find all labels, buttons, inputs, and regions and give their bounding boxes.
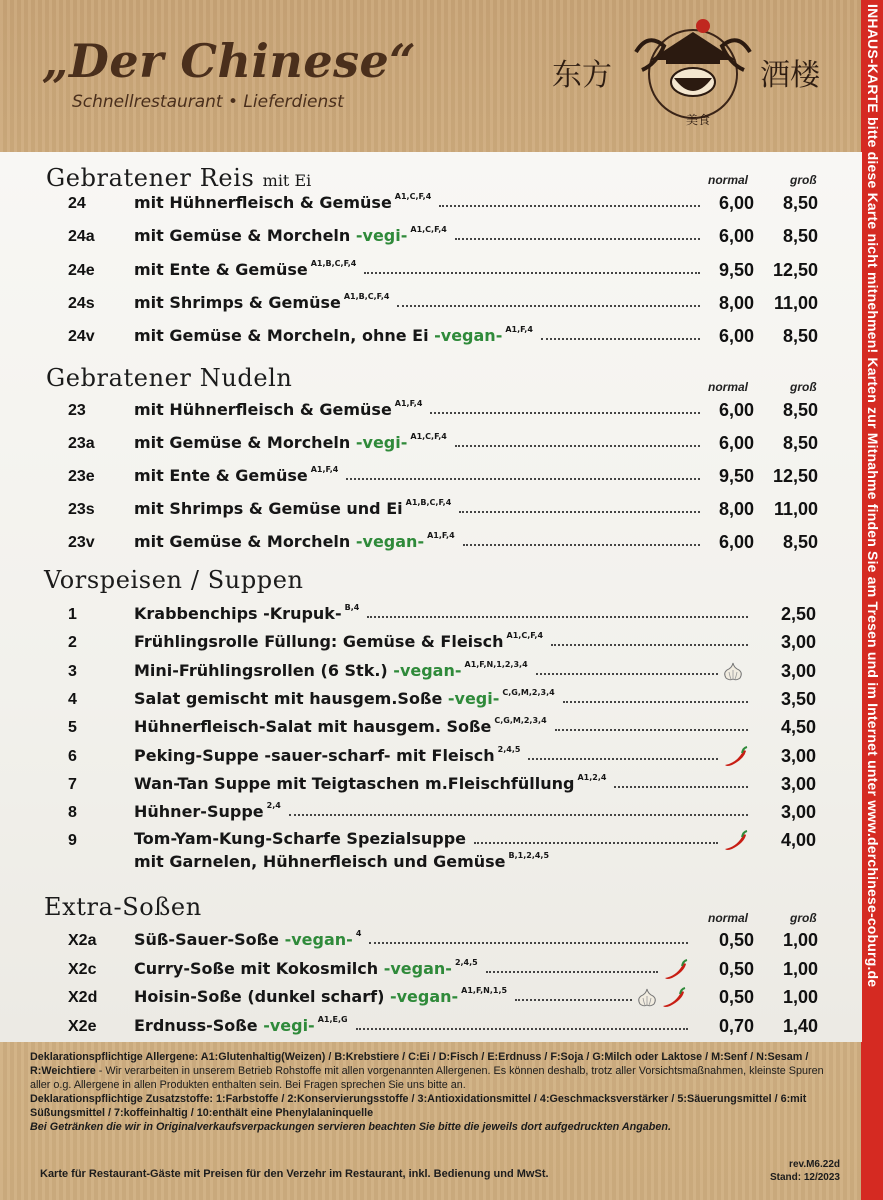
brand-title: „Der Chinese“: [42, 34, 417, 88]
item-number: 9: [68, 832, 77, 850]
menu-item-row: [0, 189, 862, 217]
price: 3,00: [780, 802, 816, 823]
menu-item-row: [0, 926, 862, 954]
price-gross: 8,50: [782, 326, 818, 347]
allergen-codes: A1,2,4: [577, 772, 607, 782]
price-gross: 1,00: [782, 958, 818, 979]
leader-dots: [486, 971, 658, 973]
allergen-codes: A1,F,4: [505, 325, 533, 335]
price-normal: 6,00: [718, 400, 754, 420]
item-number: 24s: [68, 294, 95, 312]
item-number: 6: [68, 747, 77, 765]
item-name-text: mit Gemüse & Morcheln: [134, 532, 356, 551]
allergen-codes: A1,F,4: [310, 465, 339, 474]
item-name-text: mit Ente & Gemüse: [134, 466, 308, 485]
diet-tag: -vegan-: [434, 326, 503, 346]
section-title-reis-small: mit Ei: [262, 171, 312, 190]
section-title-nudeln: Gebratener Nudeln: [46, 364, 293, 392]
additive-list: 1:Farbstoffe / 2:Konservierungsstoffe / 3:Antioxidationsmittel / 4:Geschmacksverstärker / 5:Säuerungsmittel / 6:mit Süßungsmittel / 7:koffeinhaltig / 10:enthält eine Phenylalaninquelle: [30, 1093, 807, 1119]
price-normal: 0,50: [718, 987, 754, 1008]
price: 4,00: [780, 830, 816, 851]
allergen-note: - Wir verarbeiten in unserem Betrieb Rohstoffe mit allen vorgenannten Allergenen. Es können deshalb, trotz aller Vorsichtsmaßnahmen, kleinste Spuren aller o.g. Allergene in allen Produkten enthalten sein. Bei Fragen sprechen Sie uns bitte an.: [30, 1065, 824, 1091]
menu-item-row: [0, 256, 862, 284]
item-name-text: mit Hühnerfleisch & Gemüse: [134, 193, 392, 212]
item-number: X2e: [68, 1018, 97, 1036]
column-head-normal: normal: [708, 380, 749, 394]
allergen-codes: A1,C,F,4: [410, 225, 447, 235]
item-number: 24e: [68, 261, 95, 279]
restaurant-logo-icon: [628, 12, 758, 132]
price-normal: 9,50: [718, 466, 754, 486]
item-name: [134, 716, 547, 736]
item-number: 2: [68, 634, 77, 652]
item-subline: [134, 851, 549, 871]
bottom-note: Karte für Restaurant-Gäste mit Preisen für den Verzehr im Restaurant, inkl. Bedienung und MwSt.: [40, 1168, 549, 1180]
garlic-icon: [722, 660, 744, 682]
price-normal: 8,00: [718, 292, 754, 313]
item-name: [134, 432, 447, 452]
item-name: [134, 259, 356, 279]
allergen-codes: A1,C,F,4: [506, 631, 544, 641]
item-name-text: mit Hühnerfleisch & Gemüse: [134, 400, 392, 419]
price: 3,00: [780, 660, 816, 681]
leader-dots: [528, 758, 718, 760]
leader-dots: [555, 729, 748, 731]
price-normal: 6,00: [718, 326, 754, 347]
leader-dots: [455, 238, 700, 240]
item-name: [134, 958, 478, 978]
menu-item-row: [0, 798, 862, 826]
leader-dots: [474, 842, 718, 844]
allergen-codes: A1,B,C,F,4: [310, 258, 357, 268]
menu-item-row: [0, 600, 862, 628]
diet-tag: -vegan-: [284, 930, 353, 949]
allergen-codes: C,G,M,2,3,4: [502, 687, 555, 697]
drinks-note: Bei Getränken die wir in Originalverkaufsverpackungen servieren beachten Sie bitte die jeweils dort aufgedruckten Angaben.: [30, 1121, 672, 1133]
item-number: 3: [68, 662, 77, 680]
diet-tag: -vegan-: [383, 958, 452, 978]
chili-icon: [722, 829, 748, 851]
chili-icon: [662, 958, 688, 980]
allergen-codes: B,1,2,4,5: [508, 851, 550, 861]
item-name: [134, 292, 389, 312]
item-name: [134, 603, 359, 623]
price: 4,50: [780, 717, 816, 738]
price: 3,00: [780, 745, 816, 766]
item-name-text: mit Shrimps & Gemüse: [134, 292, 341, 312]
leader-dots: [463, 544, 700, 546]
column-head-gross: groß: [790, 173, 817, 187]
menu-item-row: [0, 770, 862, 798]
price-gross: 1,40: [782, 1016, 818, 1037]
chili-icon: [722, 745, 748, 767]
item-name: [134, 660, 528, 680]
leader-dots: [551, 644, 748, 646]
leader-dots: [346, 478, 700, 480]
menu-item-row: [0, 628, 862, 656]
price-normal: 6,00: [718, 433, 754, 453]
menu-item-row: [0, 222, 862, 250]
price-normal: 6,00: [718, 193, 754, 213]
price-normal: 0,70: [718, 1016, 754, 1037]
stand-date: Stand: 12/2023: [769, 1172, 840, 1183]
allergen-codes: A1,F,4: [427, 531, 455, 540]
leader-dots: [356, 1028, 688, 1030]
leader-dots: [439, 205, 700, 207]
price: 3,00: [780, 632, 816, 653]
allergen-declaration: [30, 1050, 840, 1092]
menu-item-row: [0, 429, 862, 457]
allergen-codes: 4: [355, 929, 362, 938]
item-name-text: Hoisin-Soße (dunkel scharf): [134, 987, 390, 1007]
price-normal: 6,00: [718, 532, 754, 552]
allergen-label: Deklarationspflichtige Allergene:: [30, 1051, 199, 1063]
allergen-codes: A1,F,4: [394, 399, 423, 408]
allergen-codes: 2,4,5: [454, 957, 478, 967]
leader-dots: [455, 445, 700, 447]
price-gross: 8,50: [782, 532, 818, 552]
item-number: X2d: [68, 989, 98, 1007]
price-normal: 9,50: [718, 259, 754, 280]
diet-tag: -vegi-: [447, 688, 500, 708]
revision: rev.M6.22d: [789, 1159, 840, 1170]
price: 3,00: [780, 773, 816, 794]
item-number: 24a: [68, 228, 95, 246]
item-name-text: mit Shrimps & Gemüse und Ei: [134, 499, 403, 518]
leader-dots: [563, 701, 748, 703]
side-banner-text: INHAUS-KARTE bitte diese Karte nicht mitnehmen! Karten zur Mitnahme finden Sie am Tresen und im Internet unter www.derchinese-coburg.de: [865, 4, 881, 988]
column-head-gross: groß: [790, 911, 817, 925]
item-name: [134, 986, 507, 1006]
leader-dots: [289, 814, 748, 816]
section-title-reis-text: Gebratener Reis: [46, 164, 255, 192]
allergen-codes: A1,F,N,1,2,3,4: [464, 659, 528, 669]
allergen-codes: 2,4,5: [497, 744, 521, 754]
price-gross: 1,00: [782, 987, 818, 1008]
item-name: [134, 325, 533, 345]
price-normal: 0,50: [718, 958, 754, 979]
leader-dots: [515, 999, 632, 1001]
item-name: [134, 929, 361, 949]
item-name: [134, 745, 520, 765]
revision-info: [740, 1158, 840, 1184]
allergen-codes: A1,E,G: [317, 1015, 348, 1025]
price-gross: 8,50: [782, 400, 818, 420]
menu-item-row: [0, 955, 862, 983]
item-name-text: Wan-Tan Suppe mit Teigtaschen m.Fleischfüllung: [134, 773, 575, 793]
item-number: 23: [68, 402, 86, 419]
diet-tag: -vegan-: [389, 987, 459, 1007]
item-name-text: Curry-Soße mit Kokosmilch: [134, 958, 384, 978]
allergen-codes: B,4: [344, 603, 360, 612]
item-number: X2c: [68, 960, 97, 978]
item-name-text: Salat gemischt mit hausgem.Soße: [134, 688, 448, 708]
diet-tag: -vegan-: [393, 660, 462, 680]
menu-item-row: [0, 826, 862, 854]
price-normal: 0,50: [718, 930, 754, 950]
allergen-codes: A1,B,C,F,4: [405, 498, 452, 507]
item-name: [134, 631, 543, 651]
item-name: [134, 465, 338, 485]
menu-item-row: [0, 983, 862, 1011]
item-name-text: Tom-Yam-Kung-Scharfe Spezialsuppe: [134, 829, 467, 849]
item-name-text: Süß-Sauer-Soße: [134, 930, 285, 949]
item-name: [134, 225, 447, 245]
leader-dots: [536, 673, 718, 675]
menu-item-row: [0, 685, 862, 713]
additive-declaration: [30, 1092, 840, 1120]
item-name-text: Hühner-Suppe: [134, 802, 264, 822]
diet-tag: -vegi-: [263, 1016, 315, 1036]
item-number: 5: [68, 719, 77, 737]
item-name-text: Peking-Suppe -sauer-scharf- mit Fleisch: [134, 745, 495, 765]
footer-notes: [30, 1050, 840, 1134]
item-number: 23v: [68, 534, 95, 551]
item-number: 24: [68, 195, 86, 212]
item-number: 7: [68, 775, 77, 793]
price-gross: 11,00: [773, 499, 818, 519]
menu-item-row: [0, 462, 862, 490]
additive-label: Deklarationspflichtige Zusatzstoffe:: [30, 1093, 213, 1105]
leader-dots: [397, 305, 700, 307]
allergen-list: A1:Glutenhaltig(Weizen) / B:Krebstiere / C:Ei / D:Fisch / E:Erdnuss / F:Soja / G:Milch oder Laktose / M:Senf / N:Sesam / R:Weichtiere: [30, 1051, 809, 1077]
item-name: [134, 801, 281, 821]
menu-item-row: [0, 495, 862, 523]
chinese-name-left: 东方: [552, 58, 612, 93]
price-gross: 8,50: [782, 433, 818, 453]
section-title-reis: [46, 164, 311, 192]
allergen-codes: A1,C,F,4: [394, 192, 432, 201]
menu-item-row: [0, 289, 862, 317]
item-number: 8: [68, 804, 77, 822]
item-number: 24v: [68, 328, 95, 346]
column-head-normal: normal: [708, 173, 749, 187]
leader-dots: [364, 272, 700, 274]
leader-dots: [430, 412, 700, 414]
item-name: [134, 688, 555, 708]
allergen-codes: C,G,M,2,3,4: [494, 716, 547, 726]
allergen-codes: A1,B,C,F,4: [343, 291, 390, 301]
section-title-vorspeisen: Vorspeisen / Suppen: [44, 566, 304, 594]
menu-item-row: [0, 657, 862, 685]
item-name-text: Krabbenchips -Krupuk-: [134, 604, 342, 623]
item-name-text: mit Gemüse & Morcheln: [134, 226, 356, 246]
item-name-text: Mini-Frühlingsrollen (6 Stk.): [134, 660, 394, 680]
item-name: [134, 399, 422, 419]
price: 2,50: [780, 604, 816, 624]
menu-item-row: [0, 396, 862, 424]
diet-tag: -vegi-: [355, 433, 408, 452]
item-name: [134, 1015, 348, 1035]
item-name-text: Frühlingsrolle Füllung: Gemüse & Fleisch: [134, 632, 504, 652]
menu-item-row: [0, 713, 862, 741]
item-number: 23a: [68, 435, 95, 452]
garlic-icon: [636, 986, 658, 1008]
leader-dots: [541, 338, 700, 340]
leader-dots: [367, 616, 748, 618]
item-name: [134, 498, 451, 518]
menu-header: [0, 0, 861, 152]
diet-tag: -vegi-: [355, 226, 408, 246]
price-gross: 1,00: [782, 930, 818, 950]
item-name-text: mit Gemüse & Morcheln: [134, 433, 356, 452]
price-normal: 8,00: [718, 499, 754, 519]
price: 3,50: [780, 688, 816, 709]
leader-dots: [459, 511, 700, 513]
price-normal: 6,00: [718, 226, 754, 247]
item-name: [134, 192, 431, 212]
item-name: [134, 773, 606, 793]
item-name: [134, 531, 455, 551]
price-gross: 11,00: [773, 292, 818, 313]
item-number: X2a: [68, 932, 97, 949]
menu-item-row: [0, 322, 862, 350]
leader-dots: [614, 786, 748, 788]
leader-dots: [369, 942, 688, 944]
menu-item-row: [0, 528, 862, 556]
menu-item-row: [0, 742, 862, 770]
item-number: 1: [68, 606, 77, 623]
item-number: 23e: [68, 468, 95, 485]
item-name-text: mit Gemüse & Morcheln, ohne Ei: [134, 326, 435, 346]
side-banner: [861, 0, 883, 1200]
price-gross: 8,50: [782, 193, 818, 213]
item-name-text: mit Ente & Gemüse: [134, 259, 308, 279]
logo-caption: 美食: [686, 113, 711, 127]
item-name-text: Hühnerfleisch-Salat mit hausgem. Soße: [134, 717, 492, 737]
column-head-normal: normal: [708, 911, 749, 925]
diet-tag: -vegan-: [355, 532, 425, 551]
item-number: 23s: [68, 501, 95, 518]
brand-subtitle: Schnellrestaurant • Lieferdienst: [72, 92, 344, 112]
allergen-codes: A1,C,F,4: [410, 432, 447, 441]
allergen-codes: 2,4: [266, 801, 281, 811]
chili-icon: [660, 986, 686, 1008]
item-name: [134, 829, 466, 848]
chinese-name-right: 酒楼: [760, 58, 820, 93]
price-gross: 8,50: [782, 226, 818, 247]
section-title-sossen: Extra-Soßen: [44, 893, 202, 921]
item-name-text: Erdnuss-Soße: [134, 1016, 264, 1036]
column-head-gross: groß: [790, 380, 817, 394]
item-subline-text: mit Garnelen, Hühnerfleisch und Gemüse: [134, 852, 506, 872]
allergen-codes: A1,F,N,1,5: [461, 986, 508, 996]
menu-item-row: [0, 1012, 862, 1040]
item-number: 4: [68, 690, 77, 708]
price-gross: 12,50: [772, 466, 818, 486]
price-gross: 12,50: [772, 259, 818, 280]
